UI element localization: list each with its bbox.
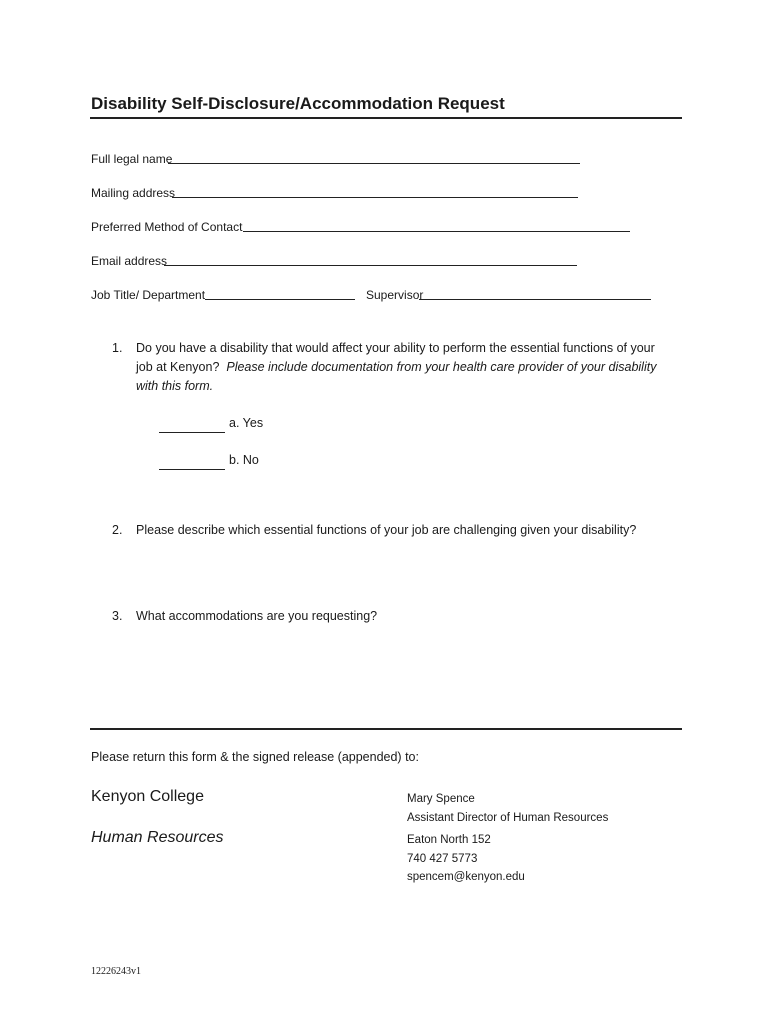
form-title: Disability Self-Disclosure/Accommodation Request (91, 94, 505, 113)
job-title-field[interactable] (205, 299, 355, 300)
document-id: 12226243v1 (91, 966, 141, 977)
question-1-text-line2: job at Kenyon? (136, 360, 220, 374)
supervisor-label: Supervisor (366, 288, 424, 302)
contact-phone: 740 427 5773 (407, 853, 478, 865)
yes-blank[interactable] (159, 418, 225, 433)
job-title-label: Job Title/ Department (91, 288, 206, 302)
org-name: Kenyon College (91, 788, 204, 805)
contact-office: Eaton North 152 (407, 834, 491, 846)
title-divider (90, 117, 682, 119)
email-field[interactable] (164, 265, 577, 266)
full-name-label: Full legal name (91, 152, 173, 166)
option-yes (159, 414, 263, 433)
email-label: Email address (91, 254, 168, 268)
question-1-instruction: Please include documentation from your health care provider of your disability (226, 360, 657, 374)
mailing-address-label: Mailing address (91, 186, 176, 200)
question-1-text-line1: Do you have a disability that would affect your ability to perform the essential functions of your (136, 341, 655, 355)
question-3 (112, 607, 692, 627)
no-blank[interactable] (159, 455, 225, 470)
preferred-contact-field[interactable] (243, 231, 630, 232)
full-name-field[interactable] (168, 163, 580, 164)
question-2-number: 2. (112, 523, 123, 537)
mailing-address-field[interactable] (172, 197, 578, 198)
option-no-label: b. No (229, 453, 259, 467)
preferred-contact-label: Preferred Method of Contact (91, 220, 243, 234)
contact-title: Assistant Director of Human Resources (407, 812, 609, 824)
return-instruction: Please return this form & the signed release (appended) to: (91, 750, 419, 764)
question-2-text: Please describe which essential functions of your job are challenging given your disability? (136, 523, 637, 537)
question-3-number: 3. (112, 609, 123, 623)
contact-name: Mary Spence (407, 793, 475, 805)
question-1-instruction-cont: with this form. (136, 379, 214, 393)
question-1 (112, 339, 692, 399)
question-3-text: What accommodations are you requesting? (136, 609, 378, 623)
option-no (159, 451, 259, 470)
supervisor-field[interactable] (419, 299, 651, 300)
section-divider (90, 728, 682, 730)
contact-email[interactable]: spencem@kenyon.edu (407, 871, 525, 883)
question-1-number: 1. (112, 341, 123, 355)
option-yes-label: a. Yes (229, 416, 264, 430)
dept-name: Human Resources (91, 829, 224, 846)
question-2 (112, 521, 692, 541)
